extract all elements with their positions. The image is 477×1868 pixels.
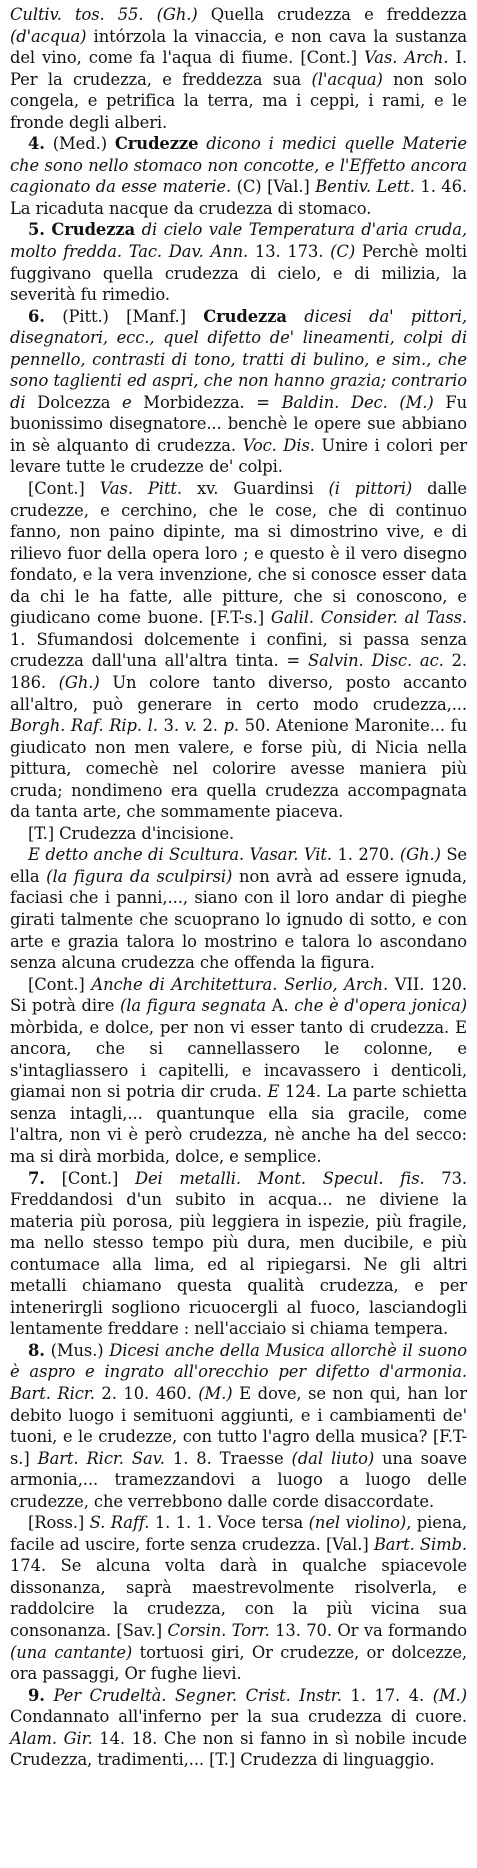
entry-paragraph bbox=[10, 1340, 467, 1512]
body-text: 2. 186. bbox=[10, 651, 467, 692]
italic-text: Dei metalli. Mont. Specul. fis. bbox=[134, 1168, 425, 1188]
body-text: mòrbida, e dolce, per non vi esser tanto di crudezza. E ancora, che si cannellassero le colonne, e s'intagliassero i capitelli, e incavassero i denticoli, giamai non si potria dir cruda. bbox=[10, 1017, 467, 1102]
body-text: [Cont.] bbox=[28, 974, 92, 994]
body-text: 73. Freddandosi d'un subito in acqua... ne diviene la materia più porosa, più leggiera in ispezie, più fragile, ma nello stesso tempo più dura, men ducibile, e più contumace alla lima, ed al ripiegarsi. Ne gli altri metalli chiamano questa qualità crudezza, e per intenerirgli sogliono ricuocergli al fuoco, lasciandogli lentamente freddare : nell'acciaio si chiama tempera. bbox=[10, 1168, 467, 1339]
body-text: dalle crudezze, e cerchino, che le cose, che di continuo fanno, non paino dipinte, ma si dimostrino vive, e di rilievo fuor della opera loro ; e questo è il vero disegno fondato, e la vera invenzione, che si conosce esser data da chi le ha fatte, alle pitture, che si conoscono, e giudicano come buone. [F.T-s.] bbox=[10, 479, 467, 628]
italic-text: Dicesi anche della Musica allorchè il suono è aspro e ingrato all'orecchio per difetto d'armonia. Bart. Ricr. bbox=[10, 1340, 467, 1403]
italic-text: (la figura segnata bbox=[120, 996, 267, 1016]
italic-text: Alam. Gir. bbox=[10, 1728, 93, 1748]
body-text: (Med.) bbox=[44, 134, 115, 154]
entry-paragraph bbox=[10, 1685, 467, 1771]
body-text: Se ella bbox=[10, 845, 468, 886]
italic-text: Per Crudeltà. Segner. Crist. Instr. bbox=[53, 1685, 342, 1705]
body-text: 1. 270. bbox=[331, 845, 400, 865]
body-text: una soave armonia,... tramezzandovi a luogo a luogo delle crudezze, che verrebbono dalle corde disaccordate. bbox=[10, 1448, 467, 1511]
entry-paragraph bbox=[10, 219, 467, 305]
body-text: VII. 120. Si potrà dire bbox=[10, 974, 467, 1016]
italic-text: Vas. Arch. bbox=[364, 48, 449, 68]
italic-text: che è d'opera jonica) bbox=[294, 996, 467, 1016]
body-text: Fu buonissimo disegnatore... benchè le opere sue abbiano in sè alquanto di crudezza. bbox=[10, 392, 467, 455]
body-text: [Ross.] bbox=[28, 1513, 90, 1533]
body-text: 1. 1. 1. Voce tersa bbox=[149, 1513, 309, 1533]
body-text: 124. La parte schietta senza intagli,... quantunque ella sia gracile, come l'altra, non vi è però crudezza, nè anche ha del secco: ma si dirà morbida, dolce, e semplice. bbox=[10, 1082, 467, 1166]
italic-text: dicesi da' pittori, disegnatori, ecc., quel difetto de' lineamenti, colpi di pennello, contrasti di tono, tratti di bulino, e sim., che sono taglienti ed aspri, che non hanno grazia; contrario di bbox=[10, 306, 467, 412]
italic-text: di cielo vale Temperatura d'aria cruda, molto fredda. Tac. Dav. Ann. bbox=[10, 220, 467, 262]
bold-text: Crudezza bbox=[51, 220, 136, 240]
body-text: 3. bbox=[157, 716, 185, 736]
body-text: (Pitt.) [Manf.] bbox=[44, 306, 204, 326]
body-text: E dove, se non qui, han lor debito luogo i semituoni aggiunti, e i cambiamenti de' tuoni, e le crudezze, con tutto l'agro della musica? [F.T-s.] bbox=[10, 1384, 467, 1468]
italic-text: (una cantante) bbox=[10, 1642, 133, 1662]
italic-text: Bentiv. Lett. bbox=[315, 177, 415, 197]
body-text: Unire i colori per levare tutte le crudezze de' colpi. bbox=[10, 435, 468, 477]
italic-text: (M.) bbox=[432, 1685, 467, 1705]
body-text: Morbidezza. bbox=[131, 392, 257, 412]
body-text: 50. Atenione Maronite... fu giudicato non men valere, e forse più, di Nicia nella pittura, comechè nel colorire avesse maniera più cruda; nondimeno era quella crudezza accompagnata da tanta arte, che sommamente piaceva. bbox=[10, 716, 468, 822]
bold-text: 7. bbox=[28, 1168, 45, 1188]
italic-text: (Gh.) bbox=[58, 672, 100, 692]
body-text: 1. 46. La ricaduta nacque da crudezza di stomaco. bbox=[10, 177, 467, 218]
italic-text: (Gh.) bbox=[399, 845, 441, 865]
italic-text: (C) bbox=[330, 242, 356, 262]
italic-text: Bart. Ricr. Sav. bbox=[37, 1448, 165, 1468]
body-text: 1. Sfumandosi dolcemente i confini, si passa senza crudezza dall'una all'altra tinta. = bbox=[10, 629, 467, 671]
body-text: , piena, facile ad uscire, forte senza crudezza. [Val.] bbox=[10, 1513, 467, 1554]
entry-paragraph bbox=[10, 306, 467, 478]
body-text: [T.] Crudezza d'incisione. bbox=[28, 823, 235, 843]
entry-paragraph bbox=[10, 4, 467, 133]
italic-text: Galil. Consider. al Tass. bbox=[270, 608, 468, 628]
body-text: 13. 70. Or va formando bbox=[269, 1621, 468, 1641]
bold-text: Crudezze bbox=[114, 134, 199, 154]
body-text: I. Per la crudezza, e freddezza sua bbox=[10, 48, 467, 89]
italic-text: (d'acqua) bbox=[10, 26, 87, 46]
body-text: (C) [Val.] bbox=[231, 177, 316, 197]
italic-text: (l'acqua) bbox=[311, 69, 383, 89]
italic-text: p. bbox=[223, 716, 240, 736]
entry-paragraph bbox=[10, 1512, 467, 1684]
bold-text: 5. bbox=[28, 220, 45, 240]
italic-text: (la figura da sculpirsi) bbox=[46, 866, 233, 886]
body-text: non avrà ad essere ignuda, faciasi che i panni,..., siano con il loro andar di pieghe girati talmente che scuoprano lo ignudo di sotto, e con arte e grazia talora lo mostrino e talora lo ascondano senza alcuna crudezza che offenda la figura. bbox=[10, 866, 467, 973]
bold-text: 8. bbox=[28, 1340, 45, 1360]
bold-text: 4. bbox=[28, 134, 45, 154]
body-text: 13. 173. bbox=[248, 242, 331, 262]
body-text: 1. 8. Traesse bbox=[164, 1448, 292, 1468]
body-text: 2. 10. 460. bbox=[94, 1384, 199, 1403]
italic-text: E detto anche di Scultura. Vasar. Vit. bbox=[28, 845, 332, 865]
body-text: [Cont.] bbox=[44, 1168, 135, 1188]
italic-text: Salvin. Disc. ac. bbox=[307, 651, 444, 671]
italic-text: Cultiv. tos. 55. (Gh.) bbox=[10, 5, 198, 24]
italic-text: Bart. Simb. bbox=[373, 1534, 467, 1554]
italic-text: Voc. Dis. bbox=[242, 435, 315, 455]
italic-text: S. Raff. bbox=[89, 1513, 150, 1533]
italic-text: Borgh. Raf. Rip. l. bbox=[10, 716, 158, 736]
body-text: 174. Se alcuna volta darà in qualche spiacevole dissonanza, saprà maestrevolmente risolverla, e raddolcire la crudezza, con la più vicina sua consonanza. [Sav.] bbox=[10, 1556, 467, 1641]
entry-paragraph bbox=[10, 478, 467, 823]
italic-text: dicono i medici quelle Materie che sono nello stomaco non concotte, e l'Effetto ancora cagionato da esse materie. bbox=[10, 134, 467, 197]
body-text: Condannato all'inferno per la sua crudezza di cuore. bbox=[10, 1707, 467, 1727]
body-text: Dolcezza bbox=[25, 392, 123, 412]
entry-paragraph bbox=[10, 844, 467, 973]
body-text: Perchè molti fuggivano quella crudezza di cielo, e di milizia, la severità fu rimedio. bbox=[10, 242, 467, 305]
italic-text: Corsin. Torr. bbox=[167, 1621, 270, 1641]
bold-text: 9. bbox=[28, 1685, 45, 1705]
body-text: Un colore tanto diverso, posto accanto all'altro, può generare in certo modo crudezza,... bbox=[10, 672, 467, 714]
body-text: (Mus.) bbox=[44, 1340, 110, 1360]
italic-text: (M.) bbox=[198, 1384, 233, 1403]
italic-text: E bbox=[267, 1082, 280, 1102]
italic-text: Anche di Architettura. Serlio, Arch. bbox=[91, 974, 389, 994]
entry-paragraph bbox=[10, 1168, 467, 1340]
body-text: xv. Guardinsi bbox=[181, 479, 329, 499]
body-text: non solo congela, e petrifica la terra, ma i ceppi, i rami, e le fronde degli alberi. bbox=[10, 69, 467, 132]
italic-text: (i pittori) bbox=[328, 479, 413, 499]
dictionary-entry-body bbox=[10, 4, 467, 1771]
body-text: A. bbox=[266, 996, 295, 1016]
body-text: Quella crudezza e freddezza bbox=[197, 5, 467, 24]
italic-text: Vas. Pitt. bbox=[99, 479, 182, 499]
italic-text: (nel violino) bbox=[308, 1513, 407, 1533]
entry-paragraph bbox=[10, 133, 467, 219]
entry-paragraph bbox=[10, 823, 467, 845]
body-text: 14. 18. Che non si fanno in sì nobile incude Crudezza, tradimenti,... [T.] Crudezza di linguaggio. bbox=[10, 1728, 467, 1770]
bold-text: 6. bbox=[28, 306, 45, 326]
body-text: tortuosi giri, Or crudezze, or dolcezze, ora passaggi, Or fughe lievi. bbox=[10, 1642, 467, 1684]
entry-paragraph bbox=[10, 974, 467, 1168]
italic-text: e bbox=[122, 392, 132, 412]
italic-text: v. bbox=[184, 716, 197, 736]
italic-text: = Baldin. Dec. (M.) bbox=[256, 392, 434, 412]
body-text: 1. 17. 4. bbox=[341, 1685, 433, 1705]
body-text: intórzola la vinaccia, e non cava la sustanza del vino, come fa l'aqua di fiume. [Cont.] bbox=[10, 26, 467, 68]
body-text: 2. bbox=[196, 716, 224, 736]
bold-text: Crudezza bbox=[203, 306, 287, 326]
italic-text: (dal liuto) bbox=[291, 1448, 375, 1468]
body-text: [Cont.] bbox=[28, 479, 100, 499]
